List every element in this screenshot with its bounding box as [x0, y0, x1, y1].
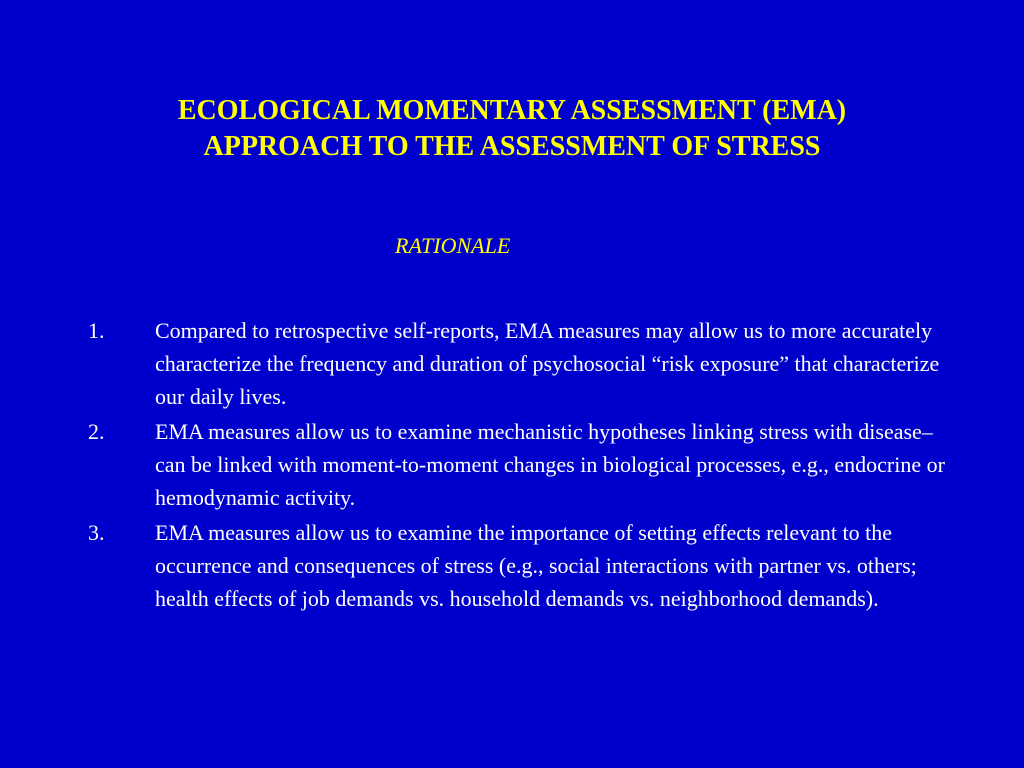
list-item [88, 516, 948, 615]
list-item [88, 314, 948, 413]
list-item [88, 415, 948, 514]
list-item-number: 3. [88, 520, 105, 545]
list-item-text: EMA measures allow us to examine the importance of setting effects relevant to the occurrence and consequences of stress (e.g., social interactions with partner vs. others; health effects of job demands vs. household demands vs. neighborhood demands). [155, 520, 917, 611]
list-item-number: 1. [88, 318, 105, 343]
title-line-1: ECOLOGICAL MOMENTARY ASSESSMENT (EMA) [177, 95, 847, 126]
list-item-text: Compared to retrospective self-reports, EMA measures may allow us to more accurately characterize the frequency and duration of psychosocial “risk exposure” that characterize our daily lives. [155, 318, 940, 409]
slide-subtitle: RATIONALE [395, 233, 511, 258]
slide-title [0, 93, 1024, 165]
rationale-list [88, 314, 948, 617]
list-item-text: EMA measures allow us to examine mechanistic hypotheses linking stress with disease– can be linked with moment-to-moment changes in biological processes, e.g., endocrine or hemodynamic activity. [155, 419, 945, 510]
title-line-2: APPROACH TO THE ASSESSMENT OF STRESS [203, 131, 821, 162]
list-item-number: 2. [88, 419, 105, 444]
